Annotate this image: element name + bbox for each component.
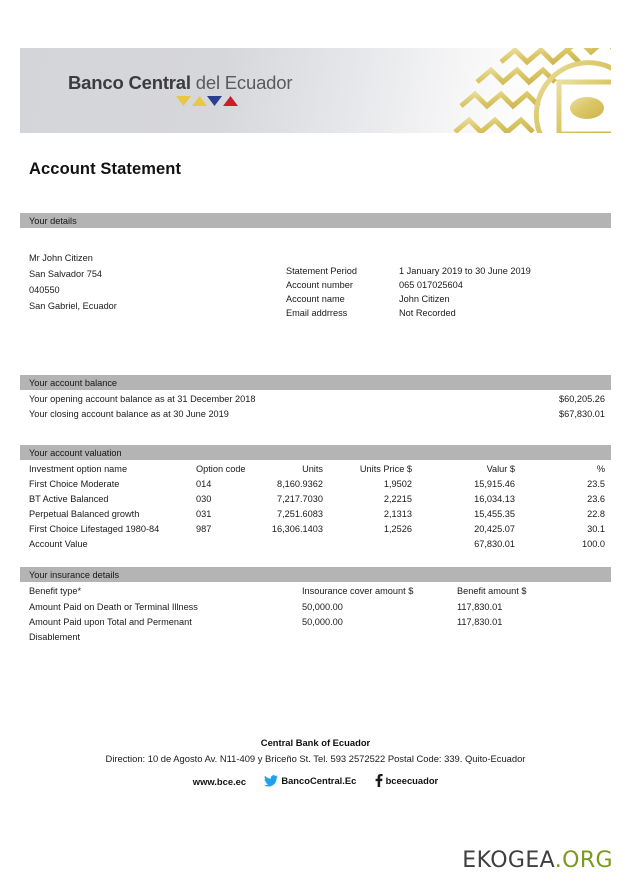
footer-social-row	[0, 775, 631, 788]
insurance-col-benefit-amount: Benefit amount $	[457, 586, 527, 596]
insurance-row-continued: Disablement	[29, 632, 81, 642]
table-row: First Choice Moderate	[29, 479, 120, 489]
table-row: First Choice Lifestaged 1980-84	[29, 524, 160, 534]
valuation-col-pct: %	[596, 464, 605, 474]
table-row: Perpetual Balanced growth	[29, 509, 140, 519]
account-number-value: 065 017025604	[399, 280, 463, 290]
table-cell-pct: 23.5	[587, 479, 605, 489]
address-line-4: San Gabriel, Ecuador	[29, 301, 117, 311]
table-cell-code: 014	[196, 479, 212, 489]
email-address-value: Not Recorded	[399, 308, 456, 318]
insurance-col-benefit-type: Benefit type*	[29, 586, 82, 596]
table-cell-price: 2,2215	[383, 494, 412, 504]
insurance-cell-benefit: 117,830.01	[457, 617, 503, 627]
table-cell-units: 7,217.7030	[277, 494, 323, 504]
table-cell-value: 15,455.35	[474, 509, 515, 519]
table-cell-total-pct: 100.0	[582, 539, 605, 549]
table-cell-pct: 23.6	[587, 494, 605, 504]
section-header-valuation	[20, 445, 611, 460]
account-name-value: John Citizen	[399, 294, 450, 304]
insurance-cell-cover: 50,000.00	[302, 617, 343, 627]
twitter-handle: BancoCentral.Ec	[281, 775, 357, 787]
facebook-handle: bceecuador	[385, 775, 439, 786]
table-cell-total-value: 67,830.01	[474, 539, 515, 549]
insurance-cell-benefit: 117,830.01	[457, 602, 503, 612]
statement-period-label: Statement Period	[286, 266, 357, 276]
address-line-2: San Salvador 754	[29, 269, 103, 279]
ecuador-sun-emblem	[447, 48, 611, 133]
section-header-insurance	[20, 567, 611, 582]
table-cell-value: 15,915.46	[474, 479, 515, 489]
closing-balance-value: $67,830.01	[559, 409, 605, 419]
valuation-col-value: Valur $	[486, 464, 515, 474]
insurance-col-cover-amount: Insourance cover amount $	[302, 586, 414, 596]
account-number-label: Account number	[286, 280, 353, 290]
table-cell-units: 7,251.6083	[277, 509, 323, 519]
page-title: Account Statement	[29, 160, 182, 178]
ekogea-watermark	[462, 848, 613, 873]
header-banner	[20, 48, 611, 133]
footer-website-link[interactable]: www.bce.ec	[192, 776, 247, 788]
table-cell-value: 20,425.07	[474, 524, 515, 534]
twitter-link[interactable]	[264, 775, 356, 788]
address-line-3: 040550	[29, 285, 60, 295]
bank-logo	[68, 74, 292, 110]
table-cell-pct: 30.1	[587, 524, 605, 534]
valuation-col-units: Units	[302, 464, 323, 474]
table-cell-price: 2,1313	[383, 509, 412, 519]
watermark-name: EKOGEA	[462, 848, 555, 873]
footer-org-name: Central Bank of Ecuador	[260, 737, 371, 748]
table-cell-code: 030	[196, 494, 212, 504]
table-cell-code: 031	[196, 509, 212, 519]
valuation-col-name: Investment option name	[29, 464, 128, 474]
valuation-col-price: Units Price $	[359, 464, 412, 474]
address-line-1: Mr John Citizen	[29, 253, 93, 263]
opening-balance-label: Your opening account balance as at 31 December 2018	[29, 394, 256, 404]
closing-balance-label: Your closing account balance as at 30 June 2019	[29, 409, 229, 419]
section-header-valuation-label: Your account valuation	[29, 448, 122, 458]
opening-balance-value: $60,205.26	[559, 394, 605, 404]
twitter-bird-icon	[264, 775, 278, 787]
bank-logo-light: del Ecuador	[190, 72, 293, 93]
facebook-link[interactable]	[375, 775, 439, 788]
facebook-f-icon	[375, 774, 383, 787]
watermark-tld: .ORG	[554, 848, 613, 873]
table-cell-pct: 22.8	[587, 509, 605, 519]
statement-period-value: 1 January 2019 to 30 June 2019	[399, 266, 531, 276]
section-header-balance	[20, 375, 611, 390]
insurance-cell-cover: 50,000.00	[302, 602, 343, 612]
table-cell-units: 8,160.9362	[277, 479, 323, 489]
table-cell-price: 1,2526	[383, 524, 412, 534]
footer-address: Direction: 10 de Agosto Av. N11-409 y Briceño St. Tel. 593 2572522 Postal Code: 339. Quito-Ecuador	[105, 753, 526, 764]
account-name-label: Account name	[286, 294, 345, 304]
table-cell-units: 16,306.1403	[271, 524, 323, 534]
table-row: BT Active Balanced	[29, 494, 109, 504]
table-row-total: Account Value	[29, 539, 88, 549]
table-cell-value: 16,034.13	[474, 494, 515, 504]
ecuador-flag-triangles	[176, 96, 238, 107]
section-header-details-label: Your details	[29, 216, 77, 226]
table-cell-price: 1,9502	[383, 479, 412, 489]
insurance-row: Amount Paid on Death or Terminal Illness	[29, 602, 198, 612]
bank-logo-text	[68, 74, 292, 93]
insurance-row: Amount Paid upon Total and Permenant	[29, 617, 192, 627]
section-header-details	[20, 213, 611, 228]
bank-logo-bold: Banco Central	[68, 72, 191, 93]
valuation-col-code: Option code	[196, 464, 246, 474]
section-header-insurance-label: Your insurance details	[29, 570, 120, 580]
section-header-balance-label: Your account balance	[29, 378, 118, 388]
table-cell-code: 987	[196, 524, 212, 534]
email-address-label: Email addrress	[286, 308, 348, 318]
